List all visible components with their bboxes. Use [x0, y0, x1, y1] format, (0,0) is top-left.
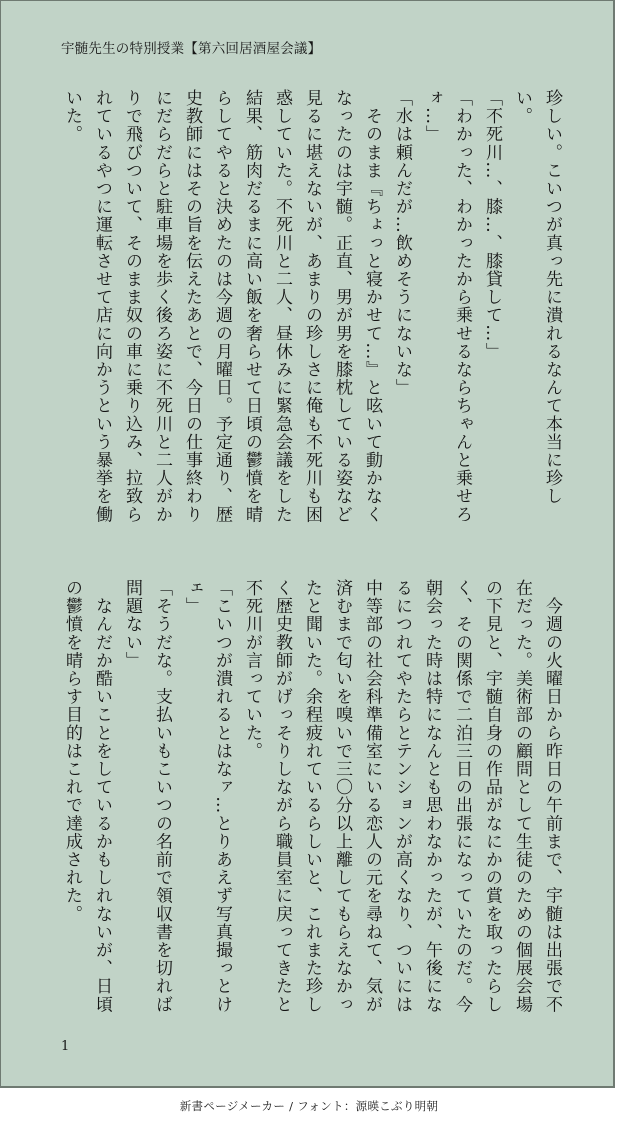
text-column: 史教師にはその旨を伝えたあとで、今日の仕事終わり	[182, 89, 202, 524]
text-column: の鬱憤を晴らす目的はこれで達成された。	[62, 579, 82, 923]
text-column: 「そうだな。支払いもこいつの名前で領収書を切れば	[152, 579, 172, 1014]
text-column: ェ」	[182, 579, 202, 616]
text-column: 朝会った時は特になんとも思わなかったが、午後にな	[422, 579, 442, 1014]
text-column: ォ…」	[422, 89, 442, 144]
text-column: 中等部の社会科準備室にいる恋人の元を尋ねて、気が	[362, 579, 382, 1014]
text-column: なんだか酷いことをしているかもしれないが、日頃	[92, 579, 112, 1014]
text-column: 不死川が言っていた。	[242, 579, 262, 760]
page-title: 宇髄先生の特別授業【第六回居酒屋会議】	[61, 41, 322, 57]
text-column: 今週の火曜日から昨日の午前まで、宇髄は出張で不	[542, 579, 562, 1014]
text-column: にだらだらと駐車場を歩く後ろ姿に不死川と二人がか	[152, 89, 172, 524]
text-column: 「水は頼んだが…飲めそうにないな」	[392, 89, 412, 397]
text-tier-bottom	[61, 579, 563, 1025]
text-column: い。	[512, 89, 532, 126]
text-column: の下見と、宇髄自身の作品がなにかの賞を取ったらし	[482, 579, 502, 1014]
text-column: 済むまで匂いを嗅いで三〇分以上離してもらえなかっ	[332, 579, 352, 1014]
text-column: いた。	[62, 89, 82, 144]
text-column: 結果、筋肉だるまに高い飯を奢らせて日頃の鬱憤を晴	[242, 89, 262, 524]
text-column: なったのは宇髄。正直、男が男を膝枕している姿など	[332, 89, 352, 524]
text-column: そのまま『ちょっと寝かせて…』と呟いて動かなく	[362, 89, 382, 524]
text-column: るにつれてやたらとテンションが高くなり、ついには	[392, 579, 412, 1014]
text-column: 惑していた。不死川と二人、昼休みに緊急会議をした	[272, 89, 292, 524]
text-column: 在だった。美術部の顧問として生徒のための個展会場	[512, 579, 532, 1014]
text-column: りで飛びついて、そのまま奴の車に乗り込み、拉致ら	[122, 89, 142, 524]
text-column: れているやつに運転させて店に向かうという暴挙を働	[92, 89, 112, 524]
text-column: 「こいつが潰れるとはなァ…とりあえず写真撮っとけ	[212, 579, 232, 1014]
text-column: 問題ない」	[122, 579, 142, 670]
text-column: 珍しい。こいつが真っ先に潰れるなんて本当に珍し	[542, 89, 562, 506]
footer-credit: 新書ページメーカー / フォント：源暎こぶり明朝	[179, 1099, 439, 1113]
text-column: たと聞いた。余程疲れているらしいと、これまた珍し	[302, 579, 322, 1014]
text-tier-top	[61, 89, 563, 535]
text-column: 「わかった、わかったから乗せるならちゃんと乗せろ	[452, 89, 472, 524]
text-column: く、その関係で二泊三日の出張になっていたのだ。今	[452, 579, 472, 1014]
text-column: 見るに堪えないが、あまりの珍しさに俺も不死川も困	[302, 89, 322, 524]
text-column: らしてやると決めたのは今週の月曜日。予定通り、歴	[212, 89, 232, 524]
text-column: く歴史教師がげっそりしながら職員室に戻ってきたと	[272, 579, 292, 1014]
text-column: 「不死川…、膝…、膝貸して…」	[482, 89, 502, 361]
page-number: 1	[61, 1039, 70, 1054]
